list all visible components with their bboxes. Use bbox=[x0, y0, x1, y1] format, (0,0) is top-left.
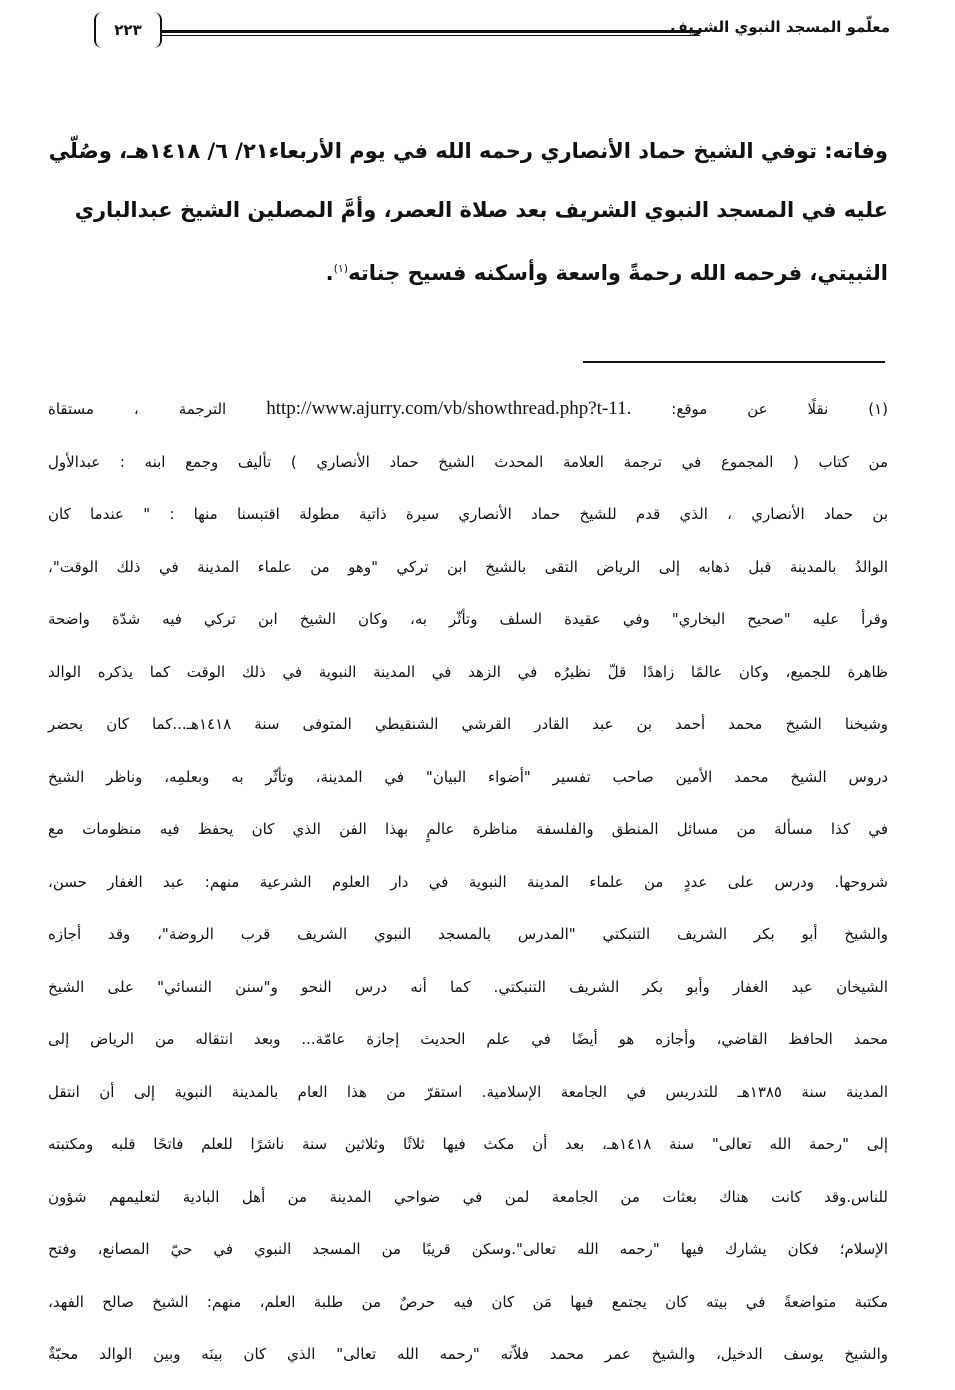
footnote-line: وشيخنا الشيخ محمد أحمد بن عبد القادر القرشي الشنقيطي المتوفى سنة ١٤١٨هـ...كما كان يحضر bbox=[48, 715, 889, 733]
footnote-line: في كذا مسألة من مسائل المنطق والفلسفة مناظرة عالمٍ بهذا الفن الذي كان يحفظ فيه منظومات مع bbox=[48, 820, 888, 838]
footnote-line: من كتاب ( المجموع في ترجمة العلامة المحدث الشيخ حماد الأنصاري ) تأليف وجمع ابنه : عبدالأول bbox=[48, 452, 888, 471]
page-header bbox=[90, 12, 890, 52]
end-punctuation: . bbox=[325, 261, 334, 285]
footnote-line: الوالدُ بالمدينة قبل ذهابه إلى الرياض التقى بالشيخ ابن تركي "وهو من علماء المدينة في ذلك الوقت"، bbox=[48, 557, 888, 576]
footnote-line: والشيخ يوسف الدخيل، والشيخ عمر محمد فلاّته "رحمه الله تعالى" الذي كان بينَه وبين الوالد محبّةٌ bbox=[48, 1345, 888, 1363]
footnote-separator bbox=[583, 361, 885, 363]
footnote-line: الإسلام؛ فكان يشارك فيها "رحمه الله تعالى".وسكن قريبًا من المسجد النبوي في حيّ المصانع، وفتح bbox=[48, 1240, 888, 1258]
page-number: ٢٢٣ bbox=[94, 12, 162, 48]
footnote-line: للناس.وقد كانت هناك بعثات من الجامعة لمن في ضواحي المدينة من أهل البادية لتعليمهم شؤون bbox=[48, 1187, 888, 1206]
body-line: وفاته: توفي الشيخ حماد الأنصاري رحمه الله في يوم الأربعاء٢١/ ٦/ ١٤١٨هـ، وصُلّي bbox=[48, 139, 888, 163]
body-text bbox=[48, 128, 888, 305]
footnote-reference: (١) bbox=[333, 262, 349, 275]
footnote-prefix: (١) نقلًا عن موقع: bbox=[631, 400, 888, 418]
footnote-line: إلى "رحمة الله تعالى" سنة ١٤١٨هـ، بعد أن مكث فيها ثلاثًا وثلاثين سنة ناشرًا للعلم فاتحًا قلبه ومكتبته bbox=[48, 1135, 889, 1153]
body-line: عليه في المسجد النبوي الشريف بعد صلاة العصر، وأمَّ المصلين الشيخ عبدالباري bbox=[74, 198, 888, 222]
footnote-line: دروس الشيخ محمد الأمين صاحب تفسير "أضواء البيان" في المدينة، وتأثّر به وبعلمِه، وناظر الشيخ bbox=[48, 767, 888, 786]
footnote-line bbox=[48, 392, 888, 445]
body-line-text: الثبيتي، فرحمه الله رحمةً واسعة وأسكنه فسيح جناته bbox=[348, 261, 888, 285]
running-title: معلّمو المسجد النبوي الشريف bbox=[670, 18, 890, 36]
footnote bbox=[48, 392, 888, 1390]
footnote-line: وقرأ عليه "صحيح البخاري" وفي عقيدة السلف وتأثّر به، وكان الشيخ ابن تركي فيه شدّة واضحة bbox=[48, 610, 888, 628]
footnote-line: شروحها. ودرس على عددٍ من علماء المدينة النبوية في دار العلوم الشرعية منهم: عبد الغفار حسن، bbox=[48, 872, 888, 891]
footnote-line: ظاهرة للجميع، وكان عالمًا زاهدًا قلّ نظيرُه في الزهد في المدينة النبوية في ذلك الوقت كما يذكره الوالد bbox=[48, 662, 888, 681]
footnote-line: مكتبة متواضعةً في بيته كان يجتمع فيها مَن كان فيه حرصٌ من طلبة العلم، منهم: الشيخ صالح الفهد، bbox=[48, 1292, 888, 1311]
footnote-line: المدينة سنة ١٣٨٥هـ للتدريس في الجامعة الإسلامية. استقرّ من هذا العام بالمدينة النبوية إلى أن انتقل bbox=[48, 1082, 888, 1101]
footnote-line: محمد الحافظ القاضي، وأجازه هو أيضًا في علم الحديث إجازة عامّة... وبعد انتقاله من الرياض إلى bbox=[48, 1030, 888, 1048]
footnote-line: والشيخ أبو بكر الشريف التنبكتي "المدرس بالمسجد النبوي الشريف قرب الروضة"، وقد أجازه bbox=[48, 925, 888, 943]
body-line bbox=[95, 246, 888, 305]
footnote-suffix: الترجمة ، مستقاة bbox=[48, 400, 267, 418]
footnote-line: بن حماد الأنصاري ، الذي قدم للشيخ حماد الأنصاري سيرة ذاتية مطولة اقتبسنا منها : " عندما كان bbox=[48, 505, 888, 523]
footnote-line: الشيخان عبد الغفار وأبو بكر الشريف التنبكتي. كما أنه درس النحو و"سنن النسائي" على الشيخ bbox=[48, 977, 888, 996]
source-url: http://www.ajurry.com/vb/showthread.php?t-11. bbox=[266, 398, 632, 419]
header-rule bbox=[162, 30, 700, 36]
